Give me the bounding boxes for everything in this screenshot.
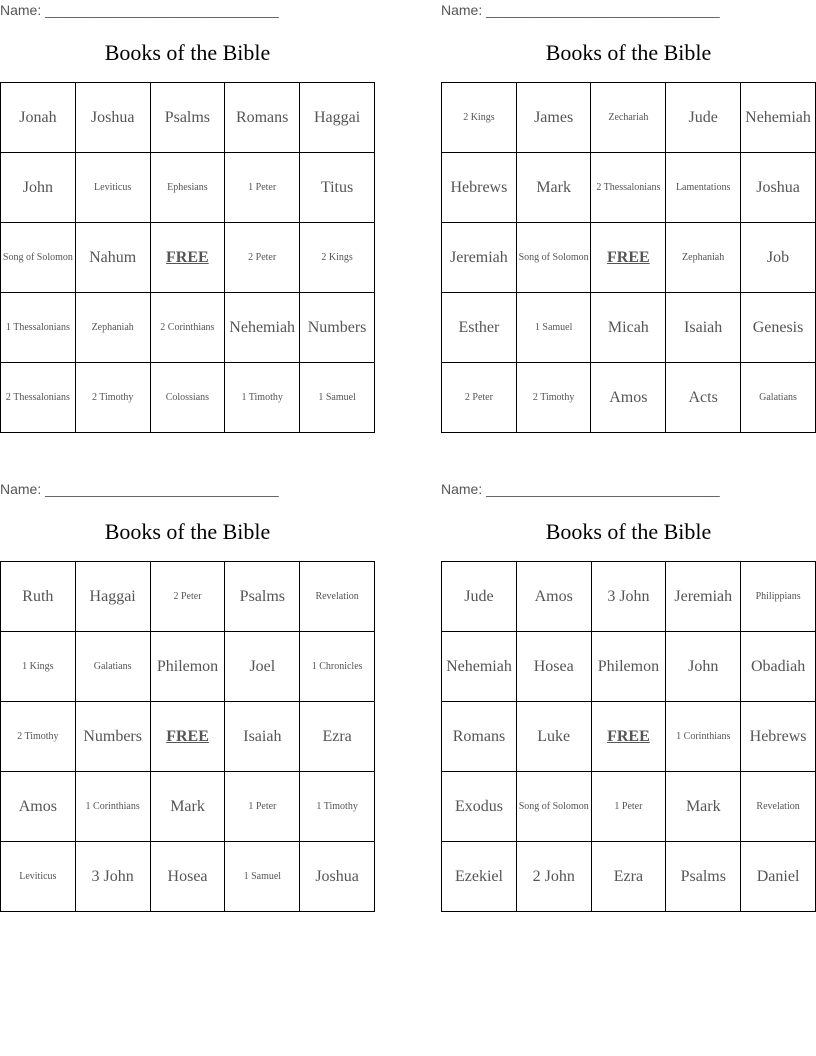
bingo-cell: Philemon: [150, 632, 225, 702]
bingo-cell: 1 Timothy: [225, 363, 300, 433]
bingo-cell: Revelation: [300, 562, 375, 632]
bingo-cell: Amos: [591, 363, 666, 433]
bingo-cell: Luke: [516, 702, 591, 772]
grid-row: [1, 293, 375, 363]
bingo-cell: 1 Corinthians: [666, 702, 741, 772]
bingo-cell: Colossians: [150, 363, 225, 433]
bingo-cell: Numbers: [75, 702, 150, 772]
bingo-cell: 2 Thessalonians: [1, 363, 76, 433]
bingo-cell: Hosea: [516, 632, 591, 702]
bingo-cell: Isaiah: [225, 702, 300, 772]
bingo-cell: 3 John: [75, 842, 150, 912]
bingo-cell: Obadiah: [741, 632, 816, 702]
grid-row: [1, 363, 375, 433]
bingo-cell: Titus: [300, 153, 375, 223]
bingo-cell: Job: [741, 223, 816, 293]
grid-row: [442, 153, 816, 223]
card-title: Books of the Bible: [104, 519, 271, 544]
bingo-cell: Joel: [225, 632, 300, 702]
bingo-cell: Ruth: [1, 562, 76, 632]
bingo-cell: 2 Timothy: [1, 702, 76, 772]
bingo-grid: [0, 82, 375, 433]
bingo-cell: Zephaniah: [75, 293, 150, 363]
name-line: Name: ______________________________: [0, 481, 279, 497]
bingo-cell: Exodus: [442, 772, 517, 842]
bingo-cell: Nehemiah: [225, 293, 300, 363]
bingo-cell: Psalms: [225, 562, 300, 632]
bingo-cell: 1 Chronicles: [300, 632, 375, 702]
bingo-cell: Jeremiah: [442, 223, 517, 293]
bingo-cell: Isaiah: [666, 293, 741, 363]
bingo-cell: Philippians: [741, 562, 816, 632]
bingo-cell: 1 Samuel: [516, 293, 591, 363]
bingo-grid: [441, 82, 816, 433]
bingo-cell: Romans: [442, 702, 517, 772]
bingo-cell: Hebrews: [741, 702, 816, 772]
bingo-cell: Ezra: [591, 842, 666, 912]
bingo-cell: Joshua: [300, 842, 375, 912]
bingo-cell: Psalms: [666, 842, 741, 912]
bingo-cell: 1 Kings: [1, 632, 76, 702]
bingo-cell: Esther: [442, 293, 517, 363]
grid-row: [442, 223, 816, 293]
free-space: FREE: [150, 223, 225, 293]
bingo-cell: John: [666, 632, 741, 702]
grid-row: [1, 702, 375, 772]
name-line: Name: ______________________________: [0, 2, 279, 18]
grid-row: [1, 562, 375, 632]
bingo-cell: 2 Thessalonians: [591, 153, 666, 223]
bingo-cell: James: [516, 83, 591, 153]
free-space: FREE: [150, 702, 225, 772]
bingo-cell: Joshua: [75, 83, 150, 153]
bingo-cell: Ezekiel: [442, 842, 517, 912]
bingo-cell: Leviticus: [75, 153, 150, 223]
bingo-cell: Zephaniah: [666, 223, 741, 293]
bingo-cell: Lamentations: [666, 153, 741, 223]
bingo-cell: 2 Kings: [442, 83, 517, 153]
bingo-cell: Ephesians: [150, 153, 225, 223]
grid-row: [1, 223, 375, 293]
bingo-cell: Leviticus: [1, 842, 76, 912]
bingo-cell: Romans: [225, 83, 300, 153]
bingo-cell: Jeremiah: [666, 562, 741, 632]
bingo-cell: 1 Samuel: [225, 842, 300, 912]
card-title: Books of the Bible: [104, 40, 271, 65]
bingo-cell: John: [1, 153, 76, 223]
bingo-cell: Amos: [1, 772, 76, 842]
bingo-cell: 2 Peter: [442, 363, 517, 433]
bingo-cell: 2 Peter: [225, 223, 300, 293]
bingo-cell: Revelation: [741, 772, 816, 842]
grid-row: [442, 842, 816, 912]
bingo-cell: Mark: [666, 772, 741, 842]
name-line: Name: ______________________________: [441, 481, 720, 497]
name-line: Name: ______________________________: [441, 2, 720, 18]
bingo-cell: 2 Corinthians: [150, 293, 225, 363]
free-space: FREE: [591, 702, 666, 772]
bingo-cell: Nahum: [75, 223, 150, 293]
bingo-cell: Mark: [516, 153, 591, 223]
bingo-cell: Mark: [150, 772, 225, 842]
grid-row: [1, 772, 375, 842]
bingo-cell: 3 John: [591, 562, 666, 632]
bingo-cell: Song of Solomon: [516, 772, 591, 842]
bingo-cell: 1 Peter: [591, 772, 666, 842]
grid-row: [442, 83, 816, 153]
bingo-cell: Joshua: [741, 153, 816, 223]
bingo-cell: Haggai: [300, 83, 375, 153]
bingo-cell: Amos: [516, 562, 591, 632]
bingo-cell: Ezra: [300, 702, 375, 772]
card-title: Books of the Bible: [545, 40, 712, 65]
bingo-cell: Hebrews: [442, 153, 517, 223]
bingo-cell: Haggai: [75, 562, 150, 632]
bingo-grid: [0, 561, 375, 912]
bingo-cell: 2 Kings: [300, 223, 375, 293]
grid-row: [442, 562, 816, 632]
bingo-cell: 1 Peter: [225, 153, 300, 223]
bingo-cell: Galatians: [741, 363, 816, 433]
bingo-cell: Daniel: [741, 842, 816, 912]
grid-row: [1, 632, 375, 702]
bingo-cell: 1 Thessalonians: [1, 293, 76, 363]
bingo-cell: Acts: [666, 363, 741, 433]
bingo-cell: Philemon: [591, 632, 666, 702]
grid-row: [442, 293, 816, 363]
bingo-cell: 2 John: [516, 842, 591, 912]
grid-row: [1, 153, 375, 223]
grid-row: [442, 702, 816, 772]
bingo-cell: Song of Solomon: [1, 223, 76, 293]
grid-row: [1, 842, 375, 912]
grid-row: [442, 772, 816, 842]
free-space: FREE: [591, 223, 666, 293]
bingo-cell: Zechariah: [591, 83, 666, 153]
bingo-cell: Numbers: [300, 293, 375, 363]
bingo-cell: Jude: [442, 562, 517, 632]
bingo-cell: 1 Corinthians: [75, 772, 150, 842]
bingo-cell: 2 Timothy: [75, 363, 150, 433]
bingo-grid: [441, 561, 816, 912]
bingo-cell: Galatians: [75, 632, 150, 702]
bingo-cell: 1 Timothy: [300, 772, 375, 842]
bingo-cell: 2 Peter: [150, 562, 225, 632]
card-title: Books of the Bible: [545, 519, 712, 544]
grid-row: [442, 363, 816, 433]
grid-row: [1, 83, 375, 153]
bingo-cell: 2 Timothy: [516, 363, 591, 433]
bingo-cell: Nehemiah: [741, 83, 816, 153]
bingo-cell: Song of Solomon: [516, 223, 591, 293]
bingo-cell: 1 Peter: [225, 772, 300, 842]
grid-row: [442, 632, 816, 702]
bingo-cell: Jude: [666, 83, 741, 153]
bingo-cell: Jonah: [1, 83, 76, 153]
bingo-cell: Micah: [591, 293, 666, 363]
bingo-cell: 1 Samuel: [300, 363, 375, 433]
bingo-cell: Psalms: [150, 83, 225, 153]
bingo-cell: Genesis: [741, 293, 816, 363]
bingo-cell: Hosea: [150, 842, 225, 912]
bingo-cell: Nehemiah: [442, 632, 517, 702]
